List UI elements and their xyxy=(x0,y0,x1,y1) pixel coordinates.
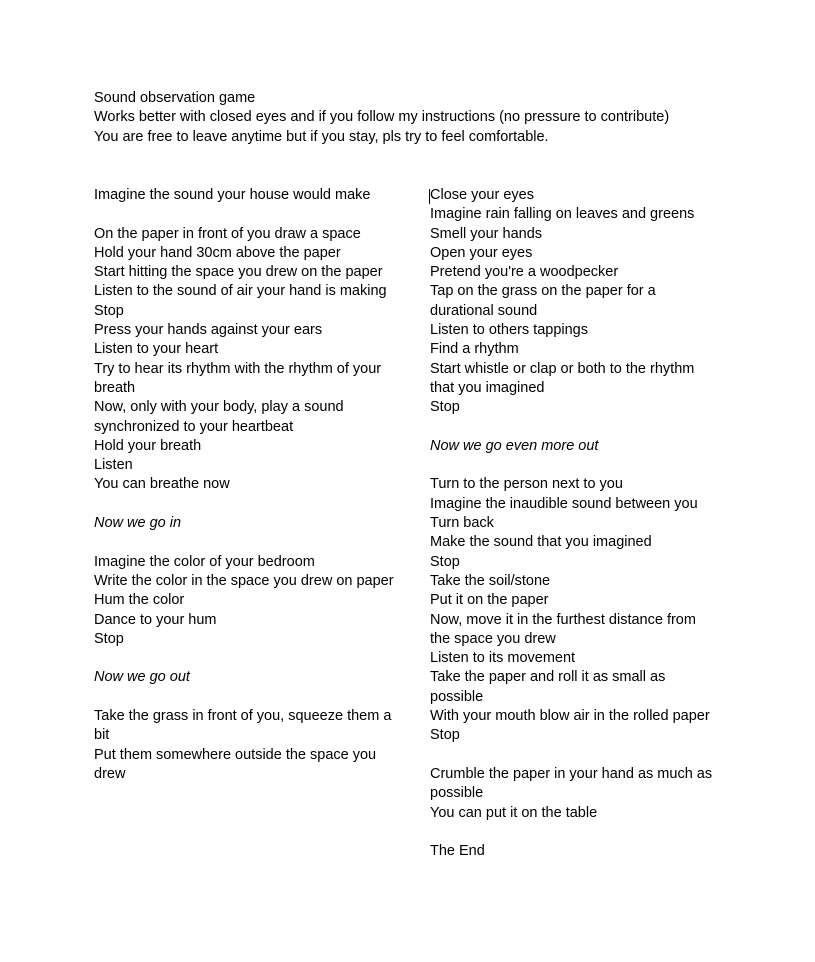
instruction-line: Start hitting the space you drew on the paper xyxy=(94,264,383,281)
section-heading xyxy=(94,668,394,687)
instruction-block xyxy=(430,765,720,823)
block-spacer xyxy=(430,418,720,437)
instruction-line: Put it on the paper xyxy=(430,592,549,609)
instruction-line: Imagine rain falling on leaves and greens xyxy=(430,206,695,223)
instruction-line: Find a rhythm xyxy=(430,341,519,358)
intro-line: Works better with closed eyes and if you follow my instructions (no pressure to contribute) xyxy=(94,109,670,126)
instruction-line: Hum the color xyxy=(94,592,185,609)
instruction-line: Listen to the sound of air your hand is making xyxy=(94,283,387,300)
intro-line: You are free to leave anytime but if you stay, pls try to feel comfortable. xyxy=(94,128,549,145)
instruction-line: Stop xyxy=(430,399,460,416)
instruction-line: Now, move it in the furthest distance from the space you drew xyxy=(430,611,696,647)
block-spacer xyxy=(430,823,720,842)
instruction-line: Take the paper and roll it as small as possible xyxy=(430,669,666,705)
instruction-line: Hold your hand 30cm above the paper xyxy=(94,244,341,261)
instruction-line: Listen to your heart xyxy=(94,341,219,358)
instruction-line: Stop xyxy=(94,302,124,319)
section-heading xyxy=(430,437,720,456)
block-spacer xyxy=(94,205,394,224)
instruction-line: Close your eyes xyxy=(430,187,534,203)
instruction-line: With your mouth blow air in the rolled paper xyxy=(430,708,710,725)
section-heading-line: Now we go even more out xyxy=(430,437,599,454)
section-heading xyxy=(94,514,394,533)
instruction-line: Take the grass in front of you, squeeze them a bit xyxy=(94,708,392,744)
instruction-line: Open your eyes xyxy=(430,244,533,261)
instruction-line: Write the color in the space you drew on paper xyxy=(94,572,394,589)
instruction-line: Imagine the color of your bedroom xyxy=(94,553,315,570)
instruction-line: Press your hands against your ears xyxy=(94,322,323,339)
section-heading-line: Now we go out xyxy=(94,669,190,686)
instruction-line: Take the soil/stone xyxy=(430,572,551,589)
instruction-line: Crumble the paper in your hand as much as possible xyxy=(430,765,713,802)
instruction-line: Turn to the person next to you xyxy=(430,476,623,493)
instruction-line: Tap on the grass on the paper for a durational sound xyxy=(430,283,656,319)
instruction-line: Start whistle or clap or both to the rhythm that you imagined xyxy=(430,360,695,396)
instruction-line: Dance to your hum xyxy=(94,611,217,628)
instruction-line: Listen to its movement xyxy=(430,650,576,667)
right-column xyxy=(430,186,720,861)
instruction-line: Listen to others tappings xyxy=(430,322,588,339)
instruction-line: Try to hear its rhythm with the rhythm of your breath xyxy=(94,360,382,396)
block-spacer xyxy=(94,495,394,514)
block-spacer xyxy=(94,688,394,707)
instruction-line: You can put it on the table xyxy=(430,804,598,821)
closing-line: The End xyxy=(430,843,485,860)
instruction-block xyxy=(430,186,720,418)
instruction-line: Make the sound that you imagined xyxy=(430,534,652,551)
instruction-line: Stop xyxy=(430,553,460,570)
block-spacer xyxy=(430,746,720,765)
left-column xyxy=(94,186,394,784)
instruction-line: Stop xyxy=(430,727,460,744)
instruction-block xyxy=(94,553,394,649)
instruction-block xyxy=(94,707,394,784)
instruction-line: You can breathe now xyxy=(94,476,230,493)
intro-line: Sound observation game xyxy=(94,90,256,106)
instruction-line: On the paper in front of you draw a space xyxy=(94,225,361,242)
instruction-block xyxy=(94,186,394,205)
instruction-line: Turn back xyxy=(430,515,494,532)
instruction-line: Pretend you're a woodpecker xyxy=(430,264,619,281)
instruction-line: Put them somewhere outside the space you drew xyxy=(94,746,377,782)
instruction-line: Imagine the sound your house would make xyxy=(94,187,371,203)
closing-block xyxy=(430,842,720,861)
section-heading-line: Now we go in xyxy=(94,515,182,532)
block-spacer xyxy=(94,649,394,668)
block-spacer xyxy=(430,456,720,475)
instruction-line: Stop xyxy=(94,630,124,647)
instruction-block xyxy=(94,225,394,495)
intro-paragraph xyxy=(94,89,714,147)
instruction-line: Hold your breath xyxy=(94,437,202,454)
instruction-line: Listen xyxy=(94,457,133,474)
instruction-line: Imagine the inaudible sound between you xyxy=(430,495,698,512)
instruction-block xyxy=(430,475,720,745)
instruction-line: Now, only with your body, play a sound synchronized to your heartbeat xyxy=(94,399,344,435)
block-spacer xyxy=(94,533,394,552)
instruction-line: Smell your hands xyxy=(430,225,543,242)
